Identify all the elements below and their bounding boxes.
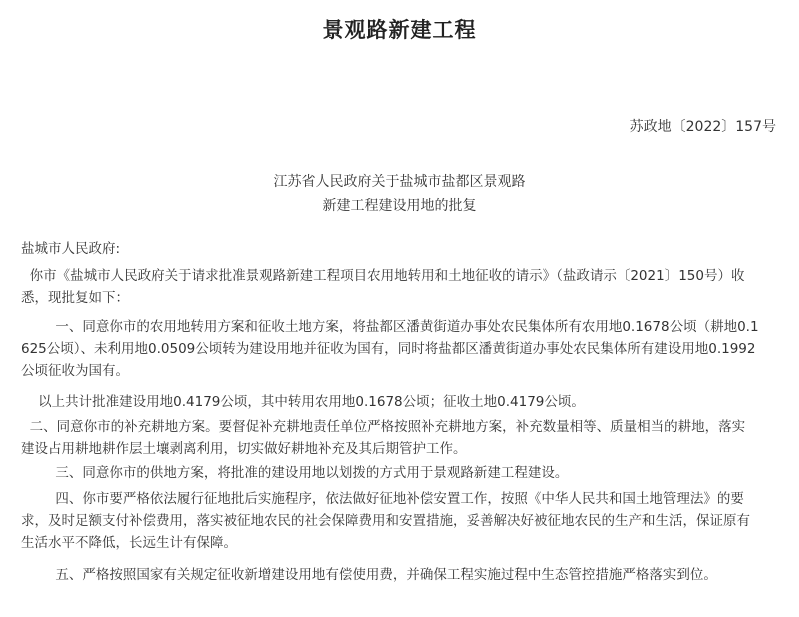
paragraph-item-4-line: 四、你市要严格依法履行征地批后实施程序，依法做好征地补偿安置工作，按照《中华人民共和国土地管理法》的要	[21, 491, 744, 507]
document-number: 苏政地〔2022〕157号	[629, 119, 776, 135]
paragraph-item-3-line: 三、同意你市的供地方案，将批准的建设用地以划拨的方式用于景观路新建工程建设。	[21, 465, 569, 481]
paragraph-item-2	[21, 416, 779, 460]
paragraph-item-4	[21, 488, 779, 554]
paragraph-item-3	[21, 462, 779, 484]
paragraph-item-2-line: 建设占用耕地耕作层土壤剥离利用，切实做好耕地补充及其后期管护工作。	[21, 441, 467, 457]
addressee	[21, 238, 779, 260]
approval-subtitle-line-1: 江苏省人民政府关于盐城市盐都区景观路	[273, 174, 526, 190]
paragraph-item-1-line: 625公顷）、未利用地0.0509公顷转为建设用地并征收为国有，同时将盐都区潘黄街道办事处农民集体所有建设用地0.1992	[21, 341, 756, 357]
paragraph-item-5-line: 五、严格按照国家有关规定征收新增建设用地有偿使用费，并确保工程实施过程中生态管控措施严格落实到位。	[21, 567, 717, 583]
paragraph-summary	[21, 391, 779, 413]
approval-subtitle-line-2: 新建工程建设用地的批复	[322, 198, 477, 214]
paragraph-item-4-line: 生活水平不降低，长远生计有保障。	[21, 535, 237, 551]
paragraph-item-4-line: 求，及时足额支付补偿费用，落实被征地农民的社会保障费用和安置措施，妥善解决好被征地农民的生产和生活，保证原有	[21, 513, 750, 529]
paragraph-item-1	[21, 316, 779, 382]
paragraph-item-2-line: 二、同意你市的补充耕地方案。要督促补充耕地责任单位严格按照补充耕地方案，补充数量相等、质量相当的耕地，落实	[21, 419, 746, 435]
paragraph-summary-line: 以上共计批准建设用地0.4179公顷，其中转用农用地0.1678公顷；征收土地0.4179公顷。	[21, 394, 585, 410]
paragraph-item-1-line: 公顷征收为国有。	[21, 363, 129, 379]
paragraph-intro-line: 你市《盐城市人民政府关于请求批准景观路新建工程项目农用地转用和土地征收的请示》（盐政请示〔2021〕150号）收	[21, 268, 745, 284]
paragraph-intro-line: 悉，现批复如下：	[21, 290, 129, 306]
addressee-text: 盐城市人民政府:	[21, 241, 121, 257]
paragraph-intro	[21, 265, 779, 309]
page-title: 景观路新建工程	[322, 18, 477, 42]
paragraph-item-1-line: 一、同意你市的农用地转用方案和征收土地方案，将盐都区潘黄街道办事处农民集体所有农用地0.1678公顷（耕地0.1	[21, 319, 759, 335]
paragraph-item-5	[21, 564, 779, 586]
